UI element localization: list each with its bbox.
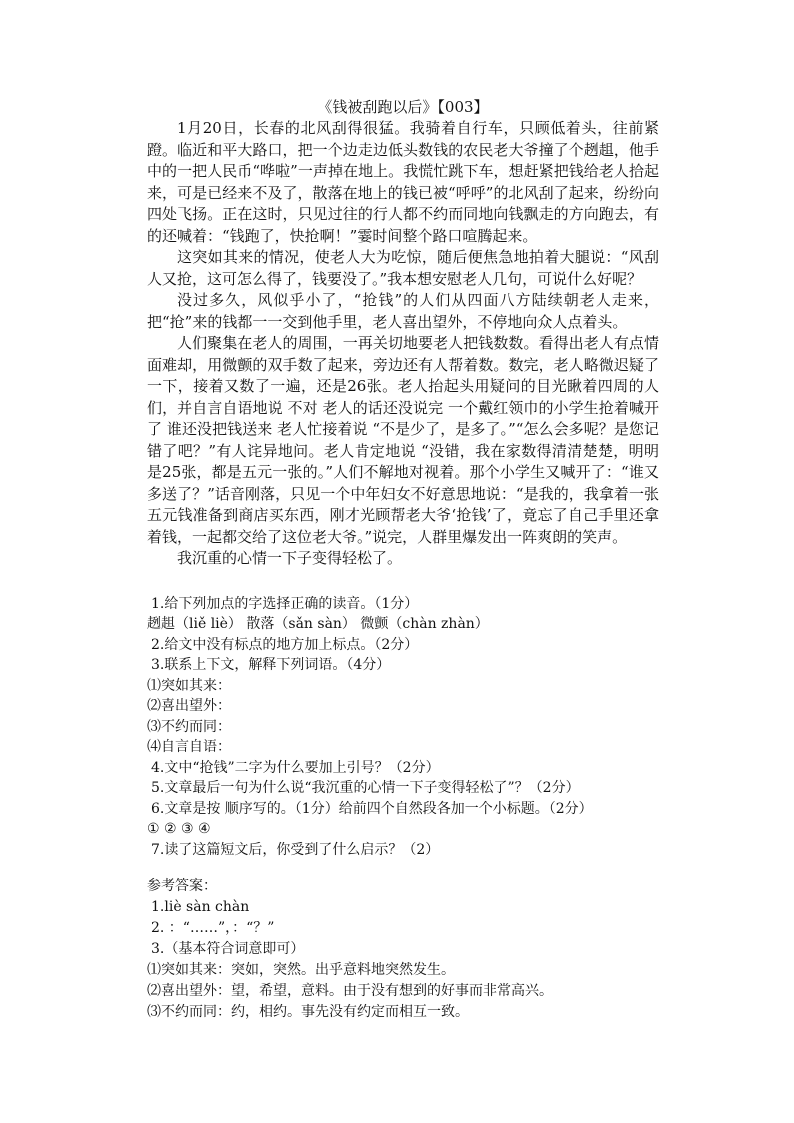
question-4: 4.文中“抢钱”二字为什么要加上引号？（2分） <box>151 759 440 776</box>
article-paragraph-4: 人们聚集在老人的周围，一再关切地要老人把钱数数。看得出老人有点情面难却，用微颤的双手数了起来，旁边还有人帮着数。数完，老人略微迟疑了一下，接着又数了一遍，还是26张。老人抬起头用疑问的目光瞅着四周的人们，并自言自语地说 不对 老人的话还没说完 一个戴红领巾的小学生抢着喊开了 谁还没把钱送来 老人忙接着说 “不是少了，是多了。”“怎么会多呢？是您记错了吧？”有人诧异地问。老人肯定地说 “没错，我在家数得清清楚楚，明明是25张，都是五元一张的。”人们不解地对视着。那个小学生又喊开了：“谁又多送了？”话音刚落，只见一个中年妇女不好意思地说：“是我的，我拿着一张五元钱准备到商店买东西，刚才光顾帮老大爷‘抢钱’了，竟忘了自己手里还拿着钱，一起都交给了这位老大爷。”说完，人群里爆发出一阵爽朗的笑声。 <box>147 334 659 546</box>
question-1-options: 趔趄（liě liè） 散落（sǎn sàn） 微颤（chàn zhàn） <box>147 616 489 632</box>
answer-2: 2. ：“……”，：“？” <box>151 920 275 936</box>
question-3-item: ⑷自言自语： <box>147 739 231 755</box>
answer-3-item: ⑶不约而同：约，相约。事先没有约定而相互一致。 <box>147 1004 469 1020</box>
question-6: 6.文章是按 顺序写的。（1分）给前四个自然段各加一个小标题。（2分） <box>151 800 593 817</box>
questions-section <box>147 594 659 861</box>
answer-1: 1.liè sàn chàn <box>151 899 250 915</box>
answers-section <box>147 876 659 1023</box>
question-3-item: ⑶不约而同： <box>147 718 231 735</box>
answers-heading: 参考答案： <box>147 878 217 894</box>
question-3: 3.联系上下文，解释下列词语。（4分） <box>151 657 391 673</box>
article-paragraph-2: 这突如其来的情况，使老人大为吃惊，随后便焦急地拍着大腿说：“风刮人又抢，这可怎么得了，钱要没了。”我本想安慰老人几句，可说什么好呢？ <box>147 248 659 288</box>
question-6-items: ① ② ③ ④ <box>147 821 211 837</box>
article-paragraph-1: 1月20日，长春的北风刮得很猛。我骑着自行车，只顾低着头，往前紧蹬。临近和平大路口，把一个边走边低头数钱的农民老大爷撞了个趔趄，他手中的一把人民币“哗啦”一声掉在地上。我慌忙跳下车，想赶紧把钱给老人拾起来，可是已经来不及了，散落在地上的钱已被“呼呼”的北风刮了起来，纷纷向四处飞扬。正在这时，只见过往的行人都不约而同地向钱飘走的方向跑去，有的还喊着：“钱跑了，快抢啊！”霎时间整个路口喧腾起来。 <box>147 119 659 245</box>
question-3-item: ⑵喜出望外： <box>147 698 231 714</box>
question-2: 2.给文中没有标点的地方加上标点。（2分） <box>151 636 419 653</box>
article-paragraph-3: 没过多久，风似乎小了，“抢钱”的人们从四面八方陆续朝老人走来，把“抢”来的钱都一一交到他手里，老人喜出望外，不停地向众人点着头。 <box>147 291 659 331</box>
question-7: 7.读了这篇短文后，你受到了什么启示？（2） <box>151 841 440 858</box>
section-gap <box>147 570 659 594</box>
question-3-item: ⑴突如其来： <box>147 677 231 694</box>
answer-3-item: ⑴突如其来：突如，突然。出乎意料地突然发生。 <box>147 962 455 978</box>
question-1: 1.给下列加点的字选择正确的读音。（1分） <box>151 595 419 612</box>
article-paragraph-5: 我沉重的心情一下子变得轻松了。 <box>177 549 403 567</box>
answer-3: 3.（基本符合词意即可） <box>151 941 305 957</box>
section-gap <box>147 860 659 876</box>
answer-3-item: ⑵喜出望外：望，希望，意料。由于没有想到的好事而非常高兴。 <box>147 983 553 999</box>
article-title: 《钱被刮跑以后》【003】 <box>317 98 489 116</box>
question-5: 5.文章最后一句为什么说“我沉重的心情一下子变得轻松了”？（2分） <box>151 780 580 796</box>
document-page <box>147 96 659 1023</box>
